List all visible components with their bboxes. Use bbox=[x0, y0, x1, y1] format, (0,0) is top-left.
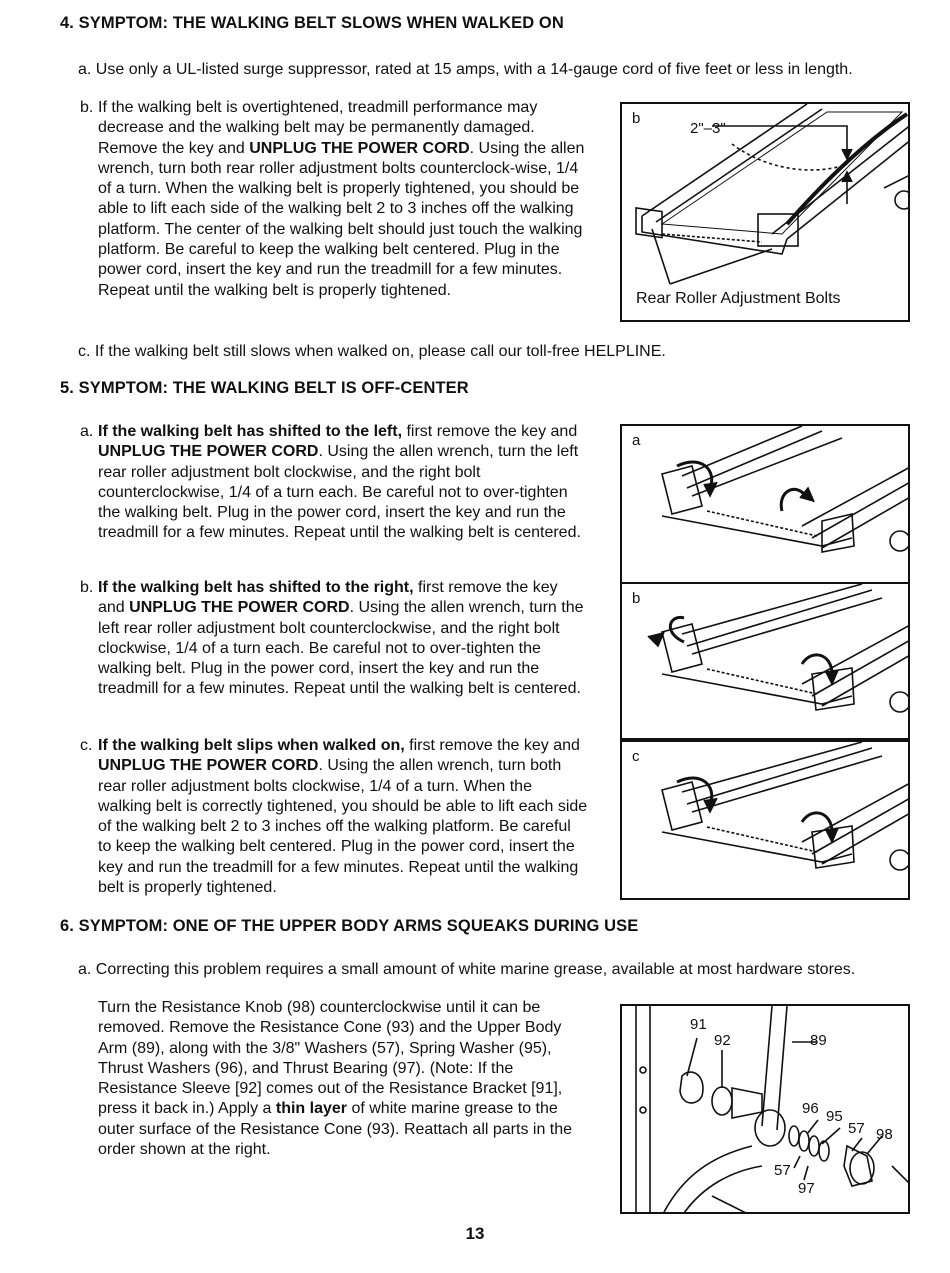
item-marker: a. bbox=[78, 61, 92, 78]
figure-letter: b bbox=[632, 590, 641, 607]
section-5-item-c bbox=[80, 736, 588, 898]
part-label-92: 92 bbox=[714, 1032, 731, 1049]
figure-letter: c bbox=[632, 748, 640, 765]
warning-text: UNPLUG THE POWER CORD bbox=[249, 139, 470, 157]
item-text-cont: . Using the allen wrench, turn the left rear roller adjustment bolt clockwise, and the right bolt counterclockwise, 1/4 of a turn each. Be careful not to over-tighten the walking belt. Plug in the power cord, insert the key and run the treadmill for a few minutes. Repeat until the walking belt is centered. bbox=[98, 443, 581, 542]
item-text-cont: . Using the allen wrench, turn the left rear roller adjustment bolt counterclockwise, and the right bolt clockwise, 1/4 of a turn each. Be careful not to over-tighten the walking belt. Plug in the power cord, insert the key and run the treadmill for a few minutes. Repeat until the walking belt is centered. bbox=[98, 599, 584, 698]
item-text: first remove the key and bbox=[98, 579, 558, 617]
section-4-item-c bbox=[78, 342, 666, 362]
item-marker: c. bbox=[80, 737, 93, 754]
figure-belt-slips bbox=[620, 740, 910, 900]
item-text: If the walking belt is overtightened, treadmill performance may decrease and the walking belt may be permanently damaged. Remove the key and bbox=[98, 99, 538, 157]
section-6-body bbox=[98, 998, 590, 1160]
figure-belt-right-shift bbox=[620, 582, 910, 740]
item-marker: c. bbox=[78, 343, 91, 360]
part-label-89: 89 bbox=[810, 1032, 827, 1049]
warning-text: UNPLUG THE POWER CORD bbox=[98, 757, 319, 775]
part-label-96: 96 bbox=[802, 1100, 819, 1117]
section-4-item-b bbox=[80, 98, 588, 301]
part-label-97: 97 bbox=[798, 1180, 815, 1197]
figure-rear-roller-bolts bbox=[620, 102, 910, 322]
item-text: first remove the key and bbox=[404, 737, 580, 754]
figure-upper-arm-parts bbox=[620, 1004, 910, 1214]
item-text: Correcting this problem requires a small amount of white marine grease, available at most hardware stores. bbox=[95, 961, 856, 978]
figure-letter: b bbox=[632, 110, 641, 127]
item-text-cont: . Using the allen wrench, turn both rear roller adjustment bolts counterclock-wise, 1/4 of a turn. When the walking belt is properly tightened, you should be able to lift each side of the walking belt 2 to 3 inches off the walking platform. The center of the walking belt should just touch the walking platform. Be careful to keep the walking belt centered. Plug in the power cord, insert the key and run the treadmill for a few minutes. Repeat until the walking belt is properly tightened. bbox=[98, 139, 585, 299]
condition-text: If the walking belt slips when walked on, bbox=[98, 737, 405, 754]
section-4-heading: 4. SYMPTOM: THE WALKING BELT SLOWS WHEN WALKED ON bbox=[60, 14, 564, 32]
section-5-heading: 5. SYMPTOM: THE WALKING BELT IS OFF-CENTER bbox=[60, 379, 469, 397]
item-text: Use only a UL-listed surge suppressor, rated at 15 amps, with a 14-gauge cord of five feet or less in length. bbox=[95, 61, 853, 78]
figure-belt-left-shift bbox=[620, 424, 910, 584]
body-text: Turn the Resistance Knob (98) counterclockwise until it can be removed. Remove the Resistance Cone (93) and the Upper Body Arm (89), along with the 3/8" Washers (57), Spring Washer (95), Thrust Washers (96), and Thrust Bearing (97). (Note: If the Resistance Sleeve [92] comes out of the Resistance Bracket [91], press it back in.) Apply a bbox=[98, 999, 563, 1118]
item-text: If the walking belt still slows when walked on, please call our toll-free HELPLINE. bbox=[94, 343, 666, 360]
section-6-heading: 6. SYMPTOM: ONE OF THE UPPER BODY ARMS SQUEAKS DURING USE bbox=[60, 917, 639, 935]
figure-letter: a bbox=[632, 432, 641, 449]
part-label-98: 98 bbox=[876, 1126, 893, 1143]
item-marker: a. bbox=[80, 423, 94, 440]
figure-caption: Rear Roller Adjustment Bolts bbox=[636, 290, 841, 307]
dimension-label: 2"–3" bbox=[690, 120, 726, 137]
page-number: 13 bbox=[465, 1224, 485, 1243]
roller-adjust-illustration-c bbox=[622, 742, 910, 900]
warning-text: UNPLUG THE POWER CORD bbox=[98, 443, 319, 461]
part-label-57-upper: 57 bbox=[848, 1120, 865, 1137]
condition-text: If the walking belt has shifted to the right, bbox=[98, 579, 414, 596]
section-5-item-b bbox=[80, 578, 588, 700]
section-4-item-a bbox=[78, 60, 853, 80]
upper-body-arm-exploded-view bbox=[622, 1006, 910, 1214]
item-marker: a. bbox=[78, 961, 92, 978]
item-marker: b. bbox=[80, 99, 94, 116]
emphasis-text: thin layer bbox=[275, 1100, 347, 1118]
roller-adjust-illustration-b bbox=[622, 584, 910, 740]
part-label-95: 95 bbox=[826, 1108, 843, 1125]
section-6-item-a bbox=[78, 960, 855, 980]
condition-text: If the walking belt has shifted to the left, bbox=[98, 423, 403, 440]
roller-adjust-illustration-a bbox=[622, 426, 910, 584]
item-marker: b. bbox=[80, 579, 94, 596]
part-label-91: 91 bbox=[690, 1016, 707, 1033]
item-text-cont: . Using the allen wrench, turn both rear roller adjustment bolts clockwise, 1/4 of a turn. When the walking belt is correctly tightened, you should be able to lift each side of the walking belt 2 to 3 inches off the walking platform. Be careful to keep the walking belt centered. Plug in the power cord, insert the key and run the treadmill for a few minutes. Repeat until the walking belt is properly tightened. bbox=[98, 757, 588, 897]
warning-text: UNPLUG THE POWER CORD bbox=[129, 599, 350, 617]
part-label-57-lower: 57 bbox=[774, 1162, 791, 1179]
section-5-item-a bbox=[80, 422, 588, 544]
body-text-cont: of white marine grease to the outer surface of the Resistance Cone (93). Reattach all parts in the order shown at the right. bbox=[98, 1100, 573, 1159]
item-text: first remove the key and bbox=[402, 423, 578, 440]
